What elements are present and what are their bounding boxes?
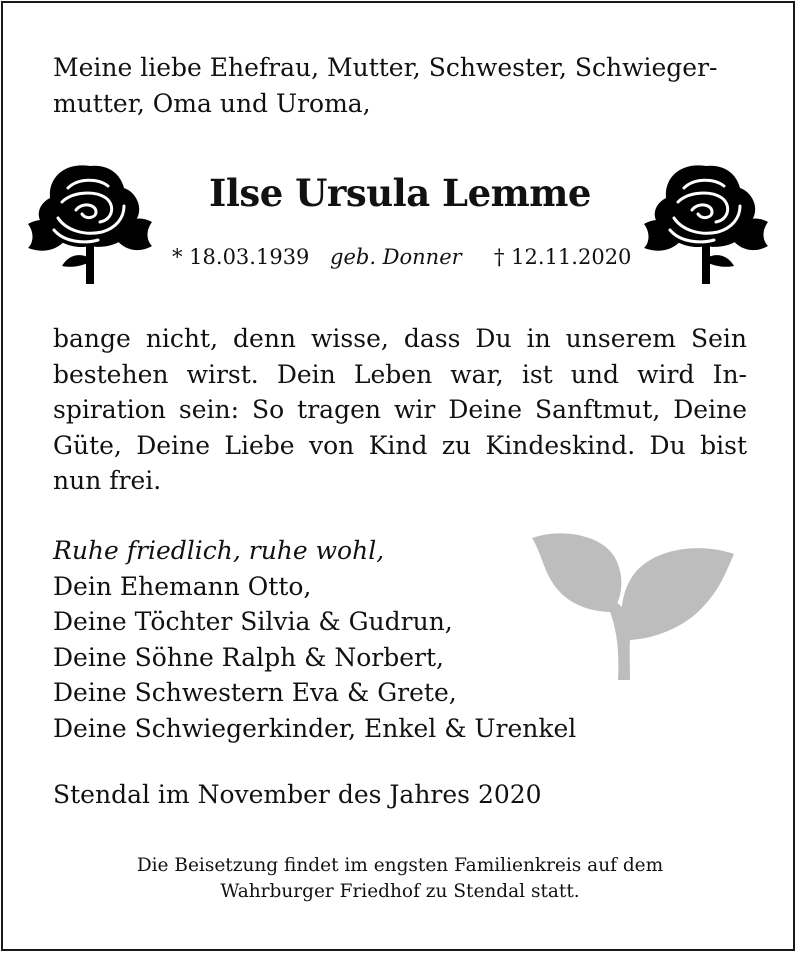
closing-block <box>53 533 747 746</box>
birth-date: * 18.03.1939 <box>172 245 310 269</box>
mourner-line: Deine Töchter Silvia & Gudrun, <box>53 607 453 636</box>
mourner-line: Deine Söhne Ralph & Norbert, <box>53 642 444 672</box>
rose-icon <box>640 158 772 286</box>
burial-note-line-2: Wahrburger Friedhof zu Stendal statt. <box>220 881 580 902</box>
burial-note-line-1: Die Beisetzung findet im engsten Familienkreis auf dem <box>136 855 664 876</box>
body-line: bange nicht, denn wisse, dass Du in unserem Sein <box>53 324 747 353</box>
opening-line-2: mutter, Oma und Uroma, <box>53 88 371 118</box>
mourner-line: Dein Ehemann Otto, <box>53 571 312 601</box>
body-text <box>53 321 747 499</box>
opening-line-1: Meine liebe Ehefrau, Mutter, Schwester, Schwieger- <box>53 53 718 82</box>
body-line: spiration sein: So tragen wir Deine Sanftmut, Deine <box>53 395 747 424</box>
death-date: † 12.11.2020 <box>494 245 632 269</box>
body-line: nun frei. <box>53 466 162 495</box>
deceased-name: Ilse Ursula Lemme <box>209 171 591 215</box>
farewell-line: Ruhe friedlich, ruhe wohl, <box>53 536 385 565</box>
body-line: Güte, Deine Liebe von Kind zu Kindeskind. Du bist <box>53 430 747 460</box>
place-date: Stendal im November des Jahres 2020 <box>53 780 542 809</box>
opening-text <box>53 50 747 121</box>
maiden-name: geb. Donner <box>330 245 462 269</box>
mourner-line: Deine Schwiegerkinder, Enkel & Urenkel <box>53 713 577 743</box>
mourner-line: Deine Schwestern Eva & Grete, <box>53 678 457 707</box>
body-line: bestehen wirst. Dein Leben war, ist und wird In- <box>53 359 747 389</box>
burial-note <box>0 853 800 905</box>
